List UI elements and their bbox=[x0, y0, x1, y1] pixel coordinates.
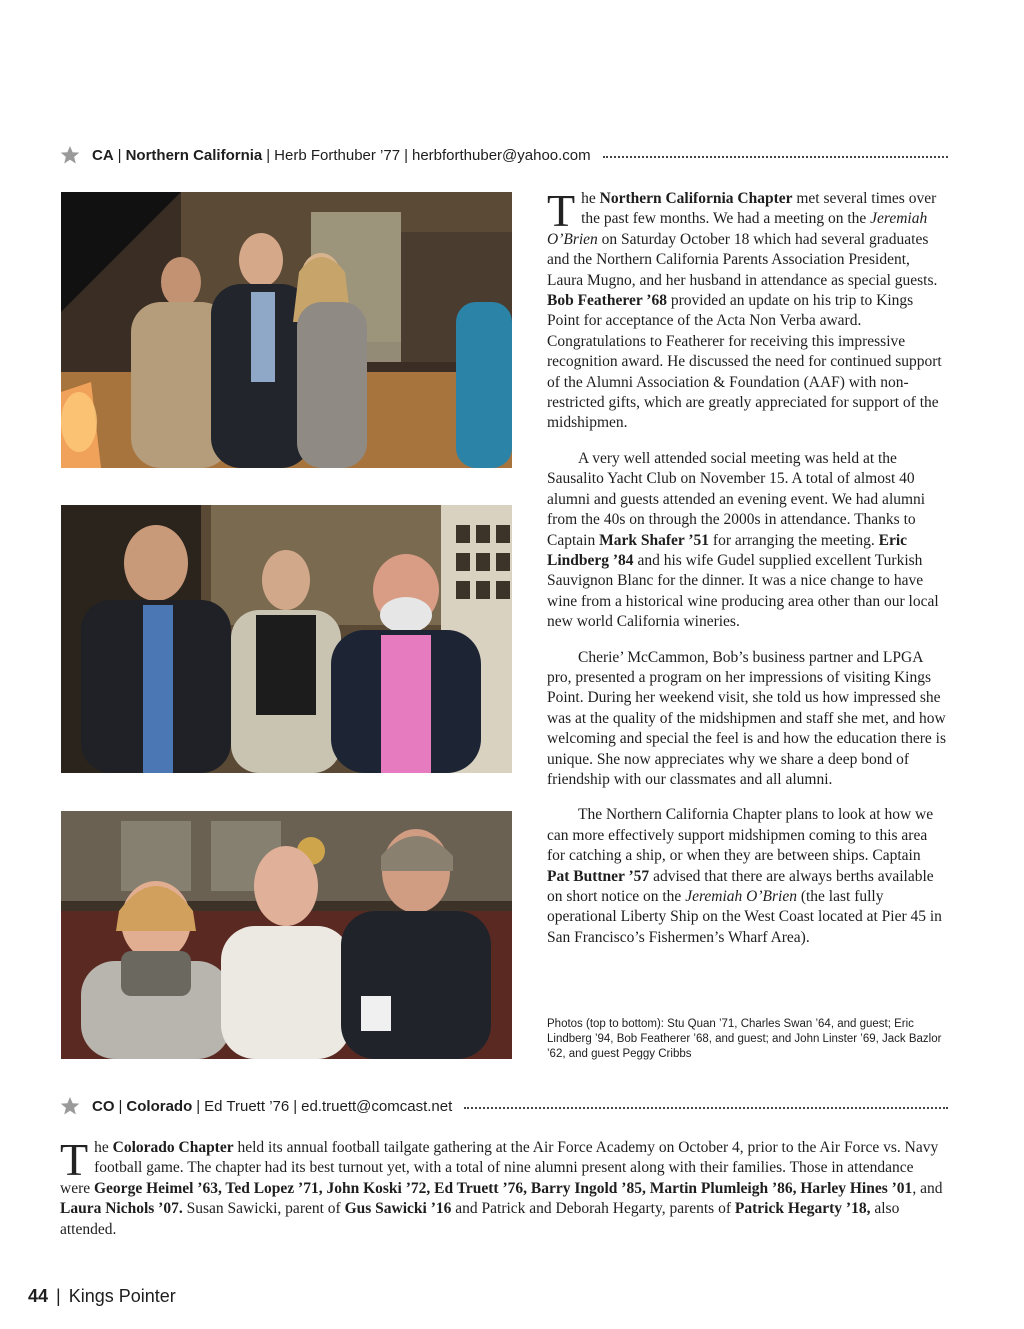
star-icon bbox=[60, 145, 80, 165]
co-contact-name: Ed Truett ’76 bbox=[204, 1097, 290, 1115]
co-header-text: CO | Colorado | Ed Truett ’76 | ed.truett@comcast.net bbox=[92, 1097, 453, 1115]
ca-paragraph-1 bbox=[547, 185, 946, 434]
co-paragraph-1 bbox=[60, 1134, 946, 1240]
ca-p1-ship-name: Jeremiah O’Brien bbox=[547, 210, 928, 248]
page-footer: 44 | Kings Pointer bbox=[28, 1286, 176, 1306]
co-state-code: CO bbox=[92, 1097, 115, 1115]
ca-chapter-header bbox=[60, 144, 948, 166]
co-text-1: he bbox=[94, 1139, 113, 1156]
co-patrick-hegarty: Patrick Hegarty ’18, bbox=[734, 1200, 871, 1218]
ca-p1-chapter-name: Northern California Chapter bbox=[599, 190, 793, 207]
ca-contact-name: Herb Forthuber ’77 bbox=[274, 146, 401, 164]
ca-p4-text-2: advised that there are always berths available on short notice on the bbox=[547, 867, 934, 905]
ca-p1-text-3: provided an update on his trip to Kings Point for acceptance of the Acta Non Verba award. Congratulations to Featherer for receiving this impressive recognition award. He discussed the need for continued support of the Alumni Association & Foundation (AAF) with non-restricted gifts, which are greatly appreciated for support of the midshipmen. bbox=[547, 292, 942, 432]
header-dotted-rule bbox=[464, 1107, 948, 1109]
ca-header-text: CA | Northern California | Herb Forthuber ’77 | herbforthuber@yahoo.com bbox=[92, 146, 591, 164]
ca-paragraph-4 bbox=[547, 805, 946, 948]
ca-p1-text-1: met several times over the past few months. We had a meeting on the bbox=[581, 190, 937, 228]
header-dotted-rule bbox=[603, 156, 948, 158]
co-attendees-bold: George Heimel ’63, Ted Lopez ’71, John Koski ’72, Ed Truett ’76, Barry Ingold ’85, Martin Plumleigh ’86, Harley Hines ’01 bbox=[94, 1179, 913, 1197]
photo-john-linster-jack-bazlor bbox=[61, 811, 512, 1059]
ca-p2-mark-shafer: Mark Shafer ’51 bbox=[599, 531, 710, 549]
ca-article-body bbox=[547, 185, 946, 963]
co-laura-nichols: Laura Nichols ’07. bbox=[60, 1200, 183, 1218]
photo-stu-quan-charles-swan bbox=[61, 192, 512, 468]
ca-paragraph-2 bbox=[547, 449, 946, 633]
star-icon bbox=[60, 1096, 80, 1116]
co-text-6: also attended. bbox=[60, 1200, 900, 1238]
co-chapter-bold: Colorado Chapter bbox=[112, 1139, 234, 1156]
ca-state-code: CA bbox=[92, 146, 114, 164]
ca-p1-lead: he bbox=[581, 190, 600, 207]
ca-p2-text-3: and his wife Gudel supplied excellent Turkish Sauvignon Blanc for the dinner. It was a nice change to have wine from a historical wine producing area other than our local new world California wineries. bbox=[547, 551, 939, 631]
ca-contact-email[interactable]: herbforthuber@yahoo.com bbox=[411, 146, 591, 164]
photo-eric-lindberg-bob-featherer bbox=[61, 505, 512, 773]
ca-p2-text-1: A very well attended social meeting was held at the Sausalito Yacht Club on November 15. A total of almost 40 alumni and guests attended an evening event. We had alumni from the 40s on through the 2000s in attendance. Thanks to Captain bbox=[547, 449, 926, 549]
ca-paragraph-3: Cherie’ McCammon, Bob’s business partner and LPGA pro, presented a program on her impressions of visiting Kings Point. During her weekend visit, she told us how impressed she was at the quality of the midshipmen and staff she met, and how welcoming and special the feel is and how the education there is unique. She now appreciates why we share a deep bond of friendship with our classmates and all alumni. bbox=[547, 648, 946, 788]
ca-p2-eric-lindberg: Eric Lindberg ’84 bbox=[547, 531, 908, 569]
ca-p1-text-2: on Saturday October 18 which had several graduates and the Northern California Parents Association President, Laura Mugno, and her husband in attendance as special guests. bbox=[547, 230, 938, 289]
co-article-body bbox=[60, 1134, 946, 1240]
drop-cap: T bbox=[547, 185, 576, 236]
drop-cap: T bbox=[60, 1134, 89, 1185]
page-number: 44 bbox=[28, 1286, 49, 1306]
ca-p4-text-1: The Northern California Chapter plans to look at how we can more effectively support midshipmen coming to this area for catching a ship, or when they are between ships. Captain bbox=[547, 806, 934, 865]
co-contact-email[interactable]: ed.truett@comcast.net bbox=[301, 1097, 453, 1115]
ca-p2-text-2: for arranging the meeting. bbox=[709, 531, 879, 549]
co-chapter-header bbox=[60, 1095, 948, 1117]
co-text-3: , and bbox=[912, 1179, 943, 1197]
co-text-2: held its annual football tailgate gathering at the Air Force Academy on October 4, prior to the Air Force vs. Navy football game. The chapter had its best turnout yet, with a total of nine alumni present along with their families. Those in attendance were bbox=[60, 1139, 939, 1197]
photo-caption: Photos (top to bottom): Stu Quan ’71, Charles Swan ’64, and guest; Eric Lindberg ’94, Bob Featherer ’68, and guest; and John Linster ’69, Jack Bazlor ’62, and guest Peggy Cribbs bbox=[547, 1018, 942, 1060]
co-chapter-name: Colorado bbox=[126, 1097, 193, 1115]
ca-p4-pat-buttner: Pat Buttner ’57 bbox=[547, 867, 650, 885]
co-text-4: Susan Sawicki, parent of bbox=[182, 1200, 345, 1218]
ca-p4-ship-name: Jeremiah O’Brien bbox=[685, 888, 797, 905]
ca-p1-bob-featherer: Bob Featherer ’68 bbox=[547, 292, 667, 310]
co-text-5: and Patrick and Deborah Hegarty, parents of bbox=[451, 1200, 735, 1218]
ca-p4-text-3: (the last fully operational Liberty Ship on the West Coast located at Pier 45 in San Francisco’s Fishermen’s Wharf Area). bbox=[547, 888, 942, 946]
ca-chapter-name: Northern California bbox=[125, 146, 263, 164]
publication-name: Kings Pointer bbox=[68, 1286, 176, 1306]
co-gus-sawicki: Gus Sawicki ’16 bbox=[344, 1200, 452, 1218]
